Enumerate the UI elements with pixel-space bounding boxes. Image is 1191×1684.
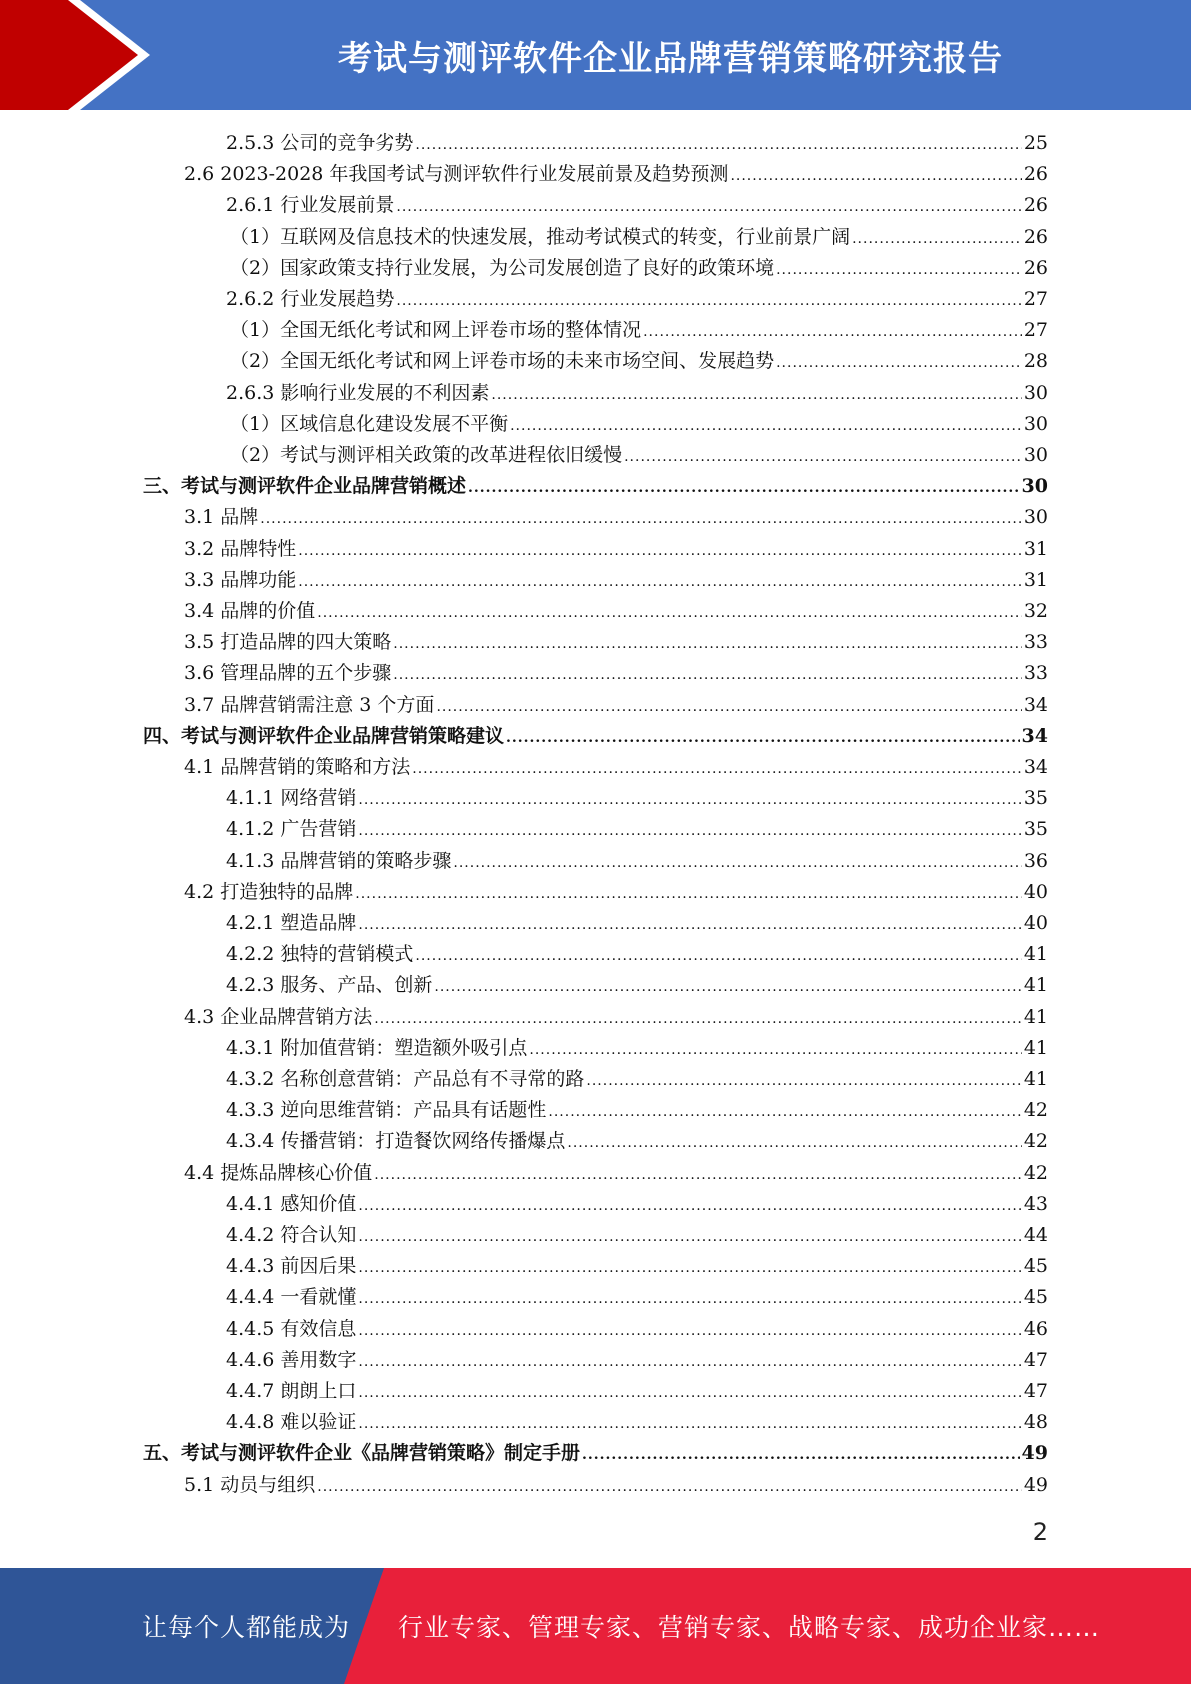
toc-entry-label: （2）国家政策支持行业发展，为公司发展创造了良好的政策环境 (230, 256, 775, 279)
toc-entry-label: 4.2.2 独特的营销模式 (226, 943, 414, 966)
toc-leader-dots (510, 411, 1022, 442)
toc-entry-label: （1）区域信息化建设发展不平衡 (230, 412, 509, 435)
toc-entry-page: 34 (1023, 693, 1048, 716)
toc-entry-page: 43 (1023, 1192, 1048, 1215)
toc-entry-page: 41 (1023, 974, 1048, 997)
toc-entry[interactable] (226, 378, 1048, 409)
toc-leader-dots (582, 1440, 1020, 1471)
toc-entry-label: 3.7 品牌营销需注意 3 个方面 (184, 693, 435, 716)
toc-entry-label: 4.1.1 网络营销 (226, 787, 357, 810)
toc-entry-page: 28 (1023, 350, 1048, 373)
toc-leader-dots (298, 536, 1022, 567)
toc-entry-page: 30 (1023, 381, 1048, 404)
toc-leader-dots (506, 723, 1020, 754)
toc-entry-label: 4.2.3 服务、产品、创新 (226, 974, 433, 997)
toc-entry-page: 41 (1023, 1068, 1048, 1090)
toc-leader-dots (643, 317, 1022, 348)
toc-entry[interactable] (226, 1126, 1048, 1157)
toc-entry[interactable] (226, 1282, 1048, 1313)
toc-entry-label: 4.1 品牌营销的策略和方法 (184, 756, 411, 778)
toc-entry-label: 五、考试与测评软件企业《品牌营销策略》制定手册 (143, 1442, 581, 1465)
toc-entry[interactable] (184, 534, 1048, 565)
toc-entry-label: （2）考试与测评相关政策的改革进程依旧缓慢 (230, 444, 623, 466)
toc-entry-label: 3.2 品牌特性 (184, 537, 297, 560)
toc-entry[interactable] (143, 721, 1048, 752)
toc-entry[interactable] (226, 1376, 1048, 1407)
toc-leader-dots (358, 1316, 1021, 1347)
toc-entry[interactable] (230, 440, 1048, 471)
footer-slogan-right: 行业专家、管理专家、营销专家、战略专家、成功企业家…… (398, 1613, 1101, 1642)
toc-entry-page: 34 (1021, 724, 1048, 747)
toc-leader-dots (374, 1160, 1022, 1191)
toc-entry-page: 34 (1023, 756, 1048, 778)
toc-leader-dots (548, 1097, 1021, 1128)
toc-entry[interactable] (184, 877, 1048, 908)
toc-entry-page: 45 (1023, 1286, 1048, 1309)
toc-leader-dots (317, 598, 1022, 629)
report-title: 考试与测评软件企业品牌营销策略研究报告 (338, 38, 1003, 79)
toc-entry-label: 2.5.3 公司的竞争劣势 (226, 132, 414, 154)
toc-entry[interactable] (226, 908, 1048, 939)
toc-entry[interactable] (143, 1438, 1048, 1469)
footer-band (0, 1568, 1191, 1684)
toc-entry-label: 4.3.4 传播营销：打造餐饮网络传播爆点 (226, 1130, 566, 1153)
toc-entry-page: 26 (1023, 225, 1048, 248)
toc-entry-page: 40 (1023, 880, 1048, 903)
toc-entry-label: 4.4.1 感知价值 (226, 1192, 357, 1215)
toc-leader-dots (436, 692, 1021, 723)
toc-entry-label: 4.3 企业品牌营销方法 (184, 1005, 373, 1028)
toc-entry[interactable] (226, 1345, 1048, 1376)
toc-entry[interactable] (226, 190, 1048, 221)
toc-entry-page: 42 (1023, 1161, 1048, 1184)
toc-entry-label: 3.1 品牌 (184, 506, 259, 529)
toc-entry-page: 30 (1021, 475, 1048, 498)
toc-entry[interactable] (184, 1158, 1048, 1189)
toc-leader-dots (358, 1191, 1021, 1222)
toc-entry[interactable] (226, 783, 1048, 814)
footer-slogan-left: 让每个人都能成为 (142, 1613, 351, 1642)
toc-leader-dots (355, 879, 1022, 910)
toc-entry[interactable] (226, 1220, 1048, 1251)
toc-entry[interactable] (184, 565, 1048, 596)
toc-entry-label: 4.1.2 广告营销 (226, 818, 357, 841)
toc-entry-label: 4.4.4 一看就懂 (226, 1286, 357, 1309)
toc-entry[interactable] (226, 1064, 1048, 1095)
toc-entry-page: 27 (1023, 288, 1048, 310)
toc-leader-dots (317, 1472, 1022, 1503)
toc-entry[interactable] (184, 502, 1048, 533)
toc-entry-page: 25 (1023, 132, 1048, 154)
toc-entry[interactable] (226, 1033, 1048, 1064)
toc-entry-page: 27 (1023, 319, 1048, 342)
toc-leader-dots (586, 1066, 1021, 1097)
toc-entry[interactable] (184, 690, 1048, 721)
toc-entry-label: 2.6.1 行业发展前景 (226, 194, 395, 217)
toc-entry-label: 4.4.6 善用数字 (226, 1348, 357, 1371)
toc-entry[interactable] (226, 1314, 1048, 1345)
toc-entry-label: 4.4 提炼品牌核心价值 (184, 1161, 373, 1184)
toc-entry[interactable] (226, 939, 1048, 970)
toc-leader-dots (624, 442, 1022, 473)
toc-entry[interactable] (143, 471, 1048, 502)
toc-entry[interactable] (230, 315, 1048, 346)
toc-entry-page: 48 (1023, 1411, 1048, 1434)
toc-entry-label: 3.5 打造品牌的四大策略 (184, 631, 392, 654)
toc-entry-page: 31 (1023, 537, 1048, 560)
toc-entry[interactable] (184, 1002, 1048, 1033)
toc-entry-page: 42 (1023, 1130, 1048, 1153)
toc-leader-dots (776, 255, 1022, 286)
toc-entry-page: 49 (1021, 1442, 1048, 1465)
toc-entry-page: 26 (1023, 256, 1048, 279)
toc-entry[interactable] (230, 222, 1048, 253)
toc-entry-page: 49 (1023, 1473, 1048, 1496)
toc-entry-page: 42 (1023, 1099, 1048, 1122)
toc-entry-page: 30 (1023, 506, 1048, 529)
toc-entry-label: 2.6 2023-2028 年我国考试与测评软件行业发展前景及趋势预测 (184, 163, 729, 186)
toc-leader-dots (434, 972, 1021, 1003)
toc-entry-page: 31 (1023, 568, 1048, 591)
toc-entry-page: 47 (1023, 1380, 1048, 1402)
toc-entry-page: 33 (1023, 631, 1048, 654)
toc-entry[interactable] (184, 752, 1048, 783)
toc-leader-dots (358, 1222, 1021, 1253)
header-band (0, 0, 1191, 110)
toc-entry-page: 26 (1023, 194, 1048, 217)
toc-leader-dots (358, 910, 1021, 941)
toc-leader-dots (415, 130, 1021, 161)
toc-leader-dots (468, 473, 1020, 504)
toc-entry-label: 3.3 品牌功能 (184, 568, 297, 591)
toc-entry[interactable] (226, 814, 1048, 845)
toc-entry-label: 2.6.2 行业发展趋势 (226, 288, 395, 310)
toc-leader-dots (396, 192, 1021, 223)
toc-entry[interactable] (226, 1189, 1048, 1220)
toc-entry-label: 4.2.1 塑造品牌 (226, 912, 357, 934)
toc-leader-dots (358, 1378, 1021, 1409)
toc-leader-dots (412, 754, 1022, 785)
toc-leader-dots (374, 1004, 1022, 1035)
toc-entry-label: 4.1.3 品牌营销的策略步骤 (226, 849, 452, 872)
toc-leader-dots (358, 1409, 1021, 1440)
toc-entry-page: 33 (1023, 662, 1048, 685)
toc-entry-page: 30 (1023, 412, 1048, 435)
page-number: 2 (1032, 1518, 1048, 1546)
toc-leader-dots (567, 1128, 1021, 1159)
toc-entry-page: 45 (1023, 1255, 1048, 1278)
toc-entry-label: 4.4.2 符合认知 (226, 1224, 357, 1246)
toc-entry[interactable] (226, 128, 1048, 159)
toc-entry-label: 四、考试与测评软件企业品牌营销策略建议 (143, 724, 505, 747)
toc-entry-label: 4.2 打造独特的品牌 (184, 880, 354, 903)
toc-entry[interactable] (184, 159, 1048, 190)
toc-entry[interactable] (230, 253, 1048, 284)
toc-entry-label: （1）互联网及信息技术的快速发展，推动考试模式的转变，行业前景广阔 (230, 225, 851, 248)
toc-leader-dots (852, 224, 1022, 255)
toc-entry[interactable] (226, 1095, 1048, 1126)
toc-leader-dots (491, 380, 1021, 411)
toc-entry-label: 4.4.3 前因后果 (226, 1255, 357, 1278)
toc-entry-label: 5.1 动员与组织 (184, 1473, 316, 1496)
toc-entry-page: 41 (1023, 1036, 1048, 1059)
toc-leader-dots (260, 504, 1022, 535)
toc-entry[interactable] (184, 658, 1048, 689)
toc-leader-dots (415, 941, 1021, 972)
toc-entry-page: 46 (1023, 1317, 1048, 1340)
toc-entry[interactable] (230, 346, 1048, 377)
toc-leader-dots (396, 286, 1021, 317)
toc-entry-label: 3.4 品牌的价值 (184, 600, 316, 622)
toc-entry[interactable] (184, 627, 1048, 658)
toc-leader-dots (358, 1347, 1021, 1378)
toc-entry-label: 3.6 管理品牌的五个步骤 (184, 662, 392, 685)
toc-entry-page: 35 (1023, 818, 1048, 841)
toc-entry-label: 4.4.8 难以验证 (226, 1411, 357, 1434)
toc-entry[interactable] (184, 1470, 1048, 1501)
toc-entry-page: 44 (1023, 1224, 1048, 1246)
toc-entry[interactable] (226, 1251, 1048, 1282)
toc-leader-dots (529, 1035, 1021, 1066)
toc-entry-label: 三、考试与测评软件企业品牌营销概述 (143, 475, 467, 498)
toc-entry-label: 4.3.2 名称创意营销：产品总有不寻常的路 (226, 1068, 585, 1090)
toc-entry-page: 35 (1023, 787, 1048, 810)
toc-leader-dots (358, 816, 1021, 847)
toc-entry-page: 26 (1023, 163, 1048, 186)
toc-entry[interactable] (226, 970, 1048, 1001)
toc-leader-dots (776, 348, 1022, 379)
toc-entry-page: 41 (1023, 1005, 1048, 1028)
toc-entry-page: 30 (1023, 444, 1048, 466)
toc-leader-dots (393, 629, 1022, 660)
toc-entry[interactable] (230, 409, 1048, 440)
toc-entry-page: 47 (1023, 1348, 1048, 1371)
toc-entry-label: 2.6.3 影响行业发展的不利因素 (226, 381, 490, 404)
toc-entry-label: 4.4.5 有效信息 (226, 1317, 357, 1340)
toc-entry-label: 4.4.7 朗朗上口 (226, 1380, 357, 1402)
toc-entry-page: 41 (1023, 943, 1048, 966)
toc-entry-page: 40 (1023, 912, 1048, 934)
toc-entry-label: 4.3.1 附加值营销：塑造额外吸引点 (226, 1036, 528, 1059)
toc-leader-dots (453, 848, 1021, 879)
toc-leader-dots (358, 1253, 1021, 1284)
toc-leader-dots (358, 785, 1021, 816)
toc-entry-page: 32 (1023, 600, 1048, 622)
toc-entry[interactable] (184, 596, 1048, 627)
toc-entry[interactable] (226, 846, 1048, 877)
toc-entry-label: （2）全国无纸化考试和网上评卷市场的未来市场空间、发展趋势 (230, 350, 775, 373)
toc-entry-label: （1）全国无纸化考试和网上评卷市场的整体情况 (230, 319, 642, 342)
toc-entry[interactable] (226, 1407, 1048, 1438)
toc-entry[interactable] (226, 284, 1048, 315)
toc-entry-label: 4.3.3 逆向思维营销：产品具有话题性 (226, 1099, 547, 1122)
header-arrow-decoration (0, 0, 160, 110)
toc-leader-dots (393, 660, 1022, 691)
toc-entry-page: 36 (1023, 849, 1048, 872)
toc-leader-dots (730, 161, 1021, 192)
toc-leader-dots (298, 567, 1022, 598)
toc-leader-dots (358, 1284, 1021, 1315)
